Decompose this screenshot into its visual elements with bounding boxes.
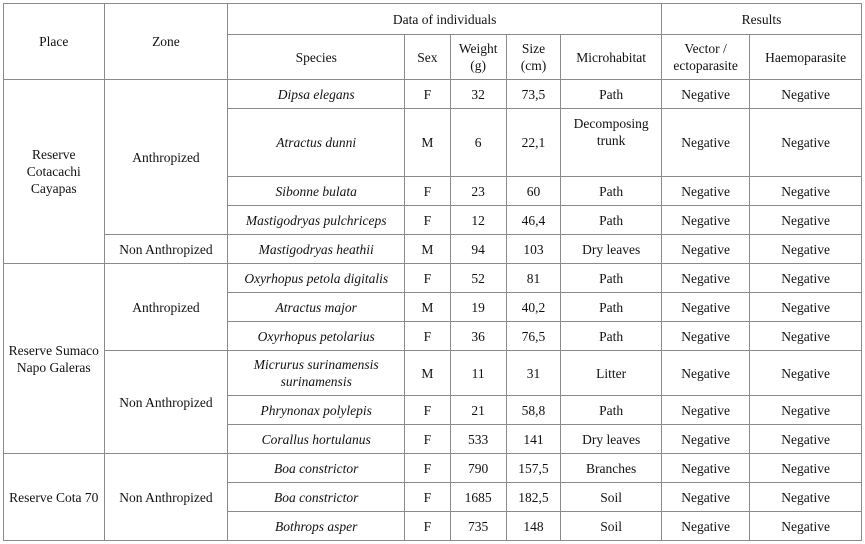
header-haemoparasite: Haemoparasite	[750, 35, 862, 80]
zone-cell: Anthropized	[104, 80, 228, 235]
microhabitat-cell: Path	[561, 264, 662, 293]
zone-cell: Anthropized	[104, 264, 228, 351]
microhabitat-cell: Path	[561, 293, 662, 322]
species-cell: Bothrops asper	[228, 512, 405, 541]
weight-cell: 790	[450, 454, 506, 483]
place-cell: Reserve Cotacachi Cayapas	[4, 80, 105, 264]
haemoparasite-result-cell: Negative	[750, 454, 862, 483]
microhabitat-cell: Path	[561, 322, 662, 351]
weight-cell: 52	[450, 264, 506, 293]
species-cell: Sibonne bulata	[228, 177, 405, 206]
weight-cell: 36	[450, 322, 506, 351]
microhabitat-cell: Path	[561, 396, 662, 425]
weight-cell: 19	[450, 293, 506, 322]
sex-cell: M	[405, 293, 451, 322]
sex-cell: M	[405, 235, 451, 264]
table-row	[4, 80, 862, 109]
size-cell: 81	[506, 264, 561, 293]
microhabitat-cell: Path	[561, 206, 662, 235]
weight-cell: 23	[450, 177, 506, 206]
vector-result-cell: Negative	[661, 177, 749, 206]
vector-result-cell: Negative	[661, 80, 749, 109]
header-zone: Zone	[104, 4, 228, 80]
haemoparasite-result-cell: Negative	[750, 80, 862, 109]
species-cell: Phrynonax polylepis	[228, 396, 405, 425]
header-weight: Weight (g)	[450, 35, 506, 80]
species-cell: Boa constrictor	[228, 454, 405, 483]
sex-cell: F	[405, 80, 451, 109]
vector-result-cell: Negative	[661, 264, 749, 293]
zone-cell: Non Anthropized	[104, 454, 228, 541]
size-cell: 73,5	[506, 80, 561, 109]
species-cell: Micrurus surinamensis surinamensis	[228, 351, 405, 396]
table-header	[4, 4, 862, 80]
microhabitat-cell: Path	[561, 177, 662, 206]
species-cell: Dipsa elegans	[228, 80, 405, 109]
header-vector: Vector / ectoparasite	[661, 35, 749, 80]
sex-cell: F	[405, 206, 451, 235]
species-cell: Mastigodryas heathii	[228, 235, 405, 264]
microhabitat-cell: Path	[561, 80, 662, 109]
size-cell: 40,2	[506, 293, 561, 322]
vector-result-cell: Negative	[661, 425, 749, 454]
size-cell: 76,5	[506, 322, 561, 351]
haemoparasite-result-cell: Negative	[750, 109, 862, 177]
vector-result-cell: Negative	[661, 396, 749, 425]
microhabitat-cell: Decomposing trunk	[561, 109, 662, 177]
haemoparasite-result-cell: Negative	[750, 351, 862, 396]
haemoparasite-result-cell: Negative	[750, 293, 862, 322]
size-cell: 22,1	[506, 109, 561, 177]
zone-cell: Non Anthropized	[104, 351, 228, 454]
table-row	[4, 264, 862, 293]
size-cell: 157,5	[506, 454, 561, 483]
weight-cell: 1685	[450, 483, 506, 512]
haemoparasite-result-cell: Negative	[750, 235, 862, 264]
sex-cell: F	[405, 483, 451, 512]
microhabitat-cell: Branches	[561, 454, 662, 483]
haemoparasite-result-cell: Negative	[750, 322, 862, 351]
snake-data-table	[3, 3, 862, 541]
haemoparasite-result-cell: Negative	[750, 206, 862, 235]
sex-cell: F	[405, 512, 451, 541]
vector-result-cell: Negative	[661, 293, 749, 322]
haemoparasite-result-cell: Negative	[750, 512, 862, 541]
sex-cell: F	[405, 177, 451, 206]
weight-cell: 735	[450, 512, 506, 541]
weight-cell: 12	[450, 206, 506, 235]
place-cell: Reserve Sumaco Napo Galeras	[4, 264, 105, 454]
haemoparasite-result-cell: Negative	[750, 264, 862, 293]
weight-cell: 11	[450, 351, 506, 396]
size-cell: 60	[506, 177, 561, 206]
microhabitat-cell: Dry leaves	[561, 235, 662, 264]
sex-cell: F	[405, 425, 451, 454]
sex-cell: F	[405, 396, 451, 425]
header-microhabitat: Microhabitat	[561, 35, 662, 80]
sex-cell: F	[405, 454, 451, 483]
vector-result-cell: Negative	[661, 206, 749, 235]
species-cell: Oxyrhopus petolarius	[228, 322, 405, 351]
header-size: Size (cm)	[506, 35, 561, 80]
microhabitat-cell: Soil	[561, 512, 662, 541]
haemoparasite-result-cell: Negative	[750, 396, 862, 425]
weight-cell: 533	[450, 425, 506, 454]
table-row	[4, 235, 862, 264]
sex-cell: M	[405, 351, 451, 396]
vector-result-cell: Negative	[661, 109, 749, 177]
header-data-of-individuals: Data of individuals	[228, 4, 662, 35]
sex-cell: F	[405, 264, 451, 293]
zone-cell: Non Anthropized	[104, 235, 228, 264]
table-row	[4, 454, 862, 483]
weight-cell: 21	[450, 396, 506, 425]
vector-result-cell: Negative	[661, 512, 749, 541]
species-cell: Boa constrictor	[228, 483, 405, 512]
header-place: Place	[4, 4, 105, 80]
haemoparasite-result-cell: Negative	[750, 483, 862, 512]
species-cell: Corallus hortulanus	[228, 425, 405, 454]
vector-result-cell: Negative	[661, 235, 749, 264]
weight-cell: 6	[450, 109, 506, 177]
size-cell: 31	[506, 351, 561, 396]
header-species: Species	[228, 35, 405, 80]
microhabitat-cell: Litter	[561, 351, 662, 396]
header-results: Results	[661, 4, 861, 35]
weight-cell: 94	[450, 235, 506, 264]
vector-result-cell: Negative	[661, 454, 749, 483]
size-cell: 148	[506, 512, 561, 541]
vector-result-cell: Negative	[661, 351, 749, 396]
species-cell: Oxyrhopus petola digitalis	[228, 264, 405, 293]
microhabitat-cell: Dry leaves	[561, 425, 662, 454]
size-cell: 46,4	[506, 206, 561, 235]
table-body	[4, 80, 862, 541]
species-cell: Atractus dunni	[228, 109, 405, 177]
size-cell: 103	[506, 235, 561, 264]
table-row	[4, 351, 862, 396]
size-cell: 58,8	[506, 396, 561, 425]
species-cell: Atractus major	[228, 293, 405, 322]
haemoparasite-result-cell: Negative	[750, 177, 862, 206]
vector-result-cell: Negative	[661, 322, 749, 351]
sex-cell: M	[405, 109, 451, 177]
place-cell: Reserve Cota 70	[4, 454, 105, 541]
vector-result-cell: Negative	[661, 483, 749, 512]
size-cell: 141	[506, 425, 561, 454]
haemoparasite-result-cell: Negative	[750, 425, 862, 454]
weight-cell: 32	[450, 80, 506, 109]
species-cell: Mastigodryas pulchriceps	[228, 206, 405, 235]
header-sex: Sex	[405, 35, 451, 80]
sex-cell: F	[405, 322, 451, 351]
size-cell: 182,5	[506, 483, 561, 512]
microhabitat-cell: Soil	[561, 483, 662, 512]
